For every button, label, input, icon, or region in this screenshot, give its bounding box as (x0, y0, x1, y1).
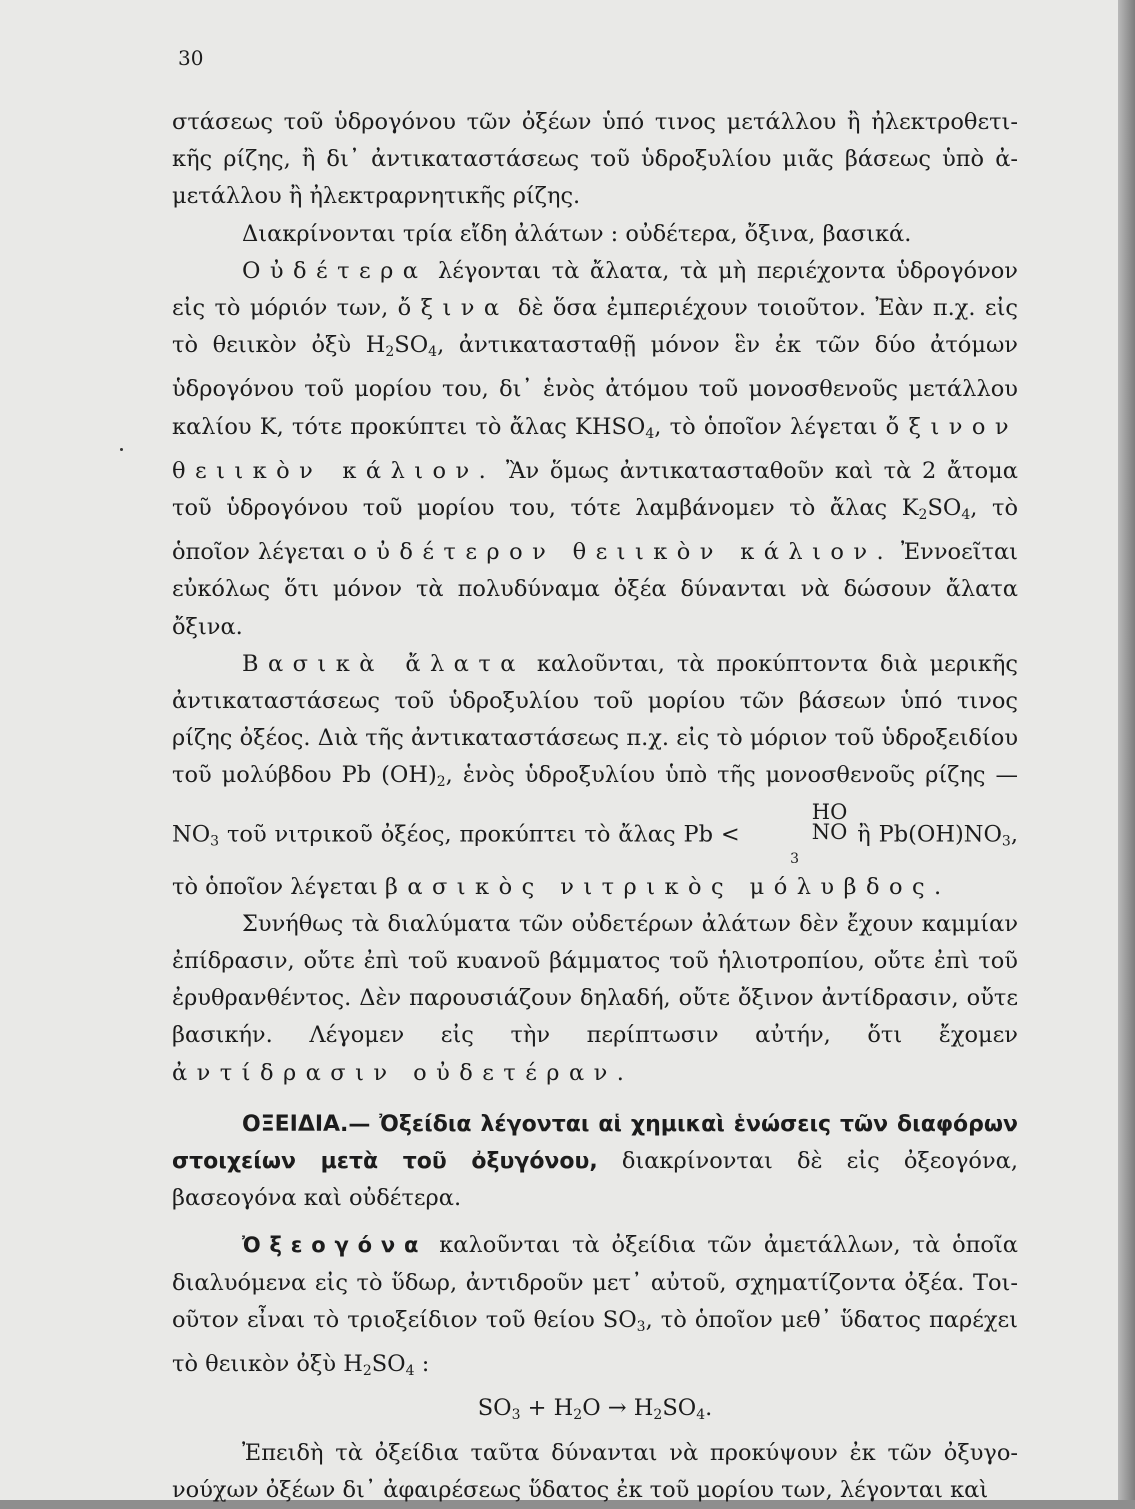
fraction-top: HO (811, 799, 848, 824)
spacer (172, 1217, 1018, 1227)
subscript: 4 (696, 1407, 706, 1424)
text-run: , ἀντικατασταθῇ μόνον ἓν ἐκ τῶν δύο ἀτόμων ὑδρογόνου τοῦ μορίου του, δι᾽ ἑνὸς ἀτόμου τοῦ μονοσθενοῦς μετάλλου καλίου K, τότε προκύπτει τὸ ἄλας KHSO (172, 332, 1018, 440)
subscript: 4 (961, 507, 971, 524)
page-edge-shadow (1118, 0, 1135, 1500)
paragraph-salt-definition-end: στάσεως τοῦ ὑδρογόνου τῶν ὀξέων ὑπό τινος μετάλλου ἢ ἠλεκτροθετικῆς ρίζης, ἢ δι᾽ ἀντικαταστάσεως τοῦ ὑδροξυλίου μιᾶς βάσεως ὑπὸ ἀμετάλλου ἢ ἠλεκτραρνητικῆς ρίζης. (172, 109, 1018, 210)
text-run: + H (520, 1395, 574, 1422)
text-run: , τὸ ὁποῖον λέγεται (172, 821, 1018, 900)
subscript: 3 (511, 1407, 521, 1424)
text-run: . (705, 1395, 713, 1422)
text-run: δὲ ὅσα ἐμπεριέχουν τοιοῦτον. Ἐὰν π.χ. εἰς τὸ θειικὸν ὀξὺ H (172, 295, 1019, 359)
body-text (172, 104, 1018, 1509)
subscript: 2 (918, 507, 928, 524)
text-run: Συνήθως τὰ διαλύματα τῶν οὐδετέρων ἀλάτων δὲν ἔχουν καμμίαν ἐπίδρασιν, οὔτε ἐπὶ τοῦ κυανοῦ βάμματος τοῦ ἡλιοτροπίου, οὔτε ἐπὶ τοῦ ἐρυθρανθέντος. Δὲν παρουσιάζουν δηλαδή, οὔτε ὄξινον ἀντίδρασιν, οὔτε βασικήν. Λέγομεν εἰς τὴν περίπτωσιν αὐτήν, ὅτι ἔχομεν (172, 910, 1018, 1049)
text-run: καλοῦνται, τὰ προκύπτοντα διὰ μερικῆς ἀντικαταστάσεως τοῦ ὑδροξυλίου τοῦ μορίου τῶν βάσεων ὑπό τινος ρίζης ὀξέος. Διὰ τῆς ἀντικαταστάσεως π.χ. εἰς τὸ μόριον τοῦ ὑδροξειδίου τοῦ μολύβδου Pb (OH) (172, 650, 1019, 789)
chemical-equation (172, 1390, 1018, 1434)
text-run: SO (394, 332, 429, 359)
paragraph-continuation: Ἐπειδὴ τὰ ὀξείδια ταῦτα δύνανται νὰ προκύψουν ἐκ τῶν ὀξυγονούχων ὀξέων δι᾽ ἀφαιρέσεως ὕδατος ἐκ τοῦ μορίου των, λέγονται καὶ (172, 1439, 1018, 1503)
subscript: 3 (1001, 833, 1011, 850)
paragraph-salt-types: Διακρίνονται τρία εἴδη ἀλάτων : οὐδέτερα, ὄξινα, βασικά. (242, 220, 912, 247)
text-run: SO (477, 1395, 512, 1422)
text-run: SO (927, 495, 962, 522)
text-run: τοῦ νιτρικοῦ ὀξέος, προκύπτει τὸ ἄλας Pb < (219, 821, 740, 848)
subscript: 2 (362, 1363, 372, 1380)
text-run: καλοῦνται τὰ ὀξείδια τῶν ἀμετάλλων, τὰ ὁποῖα διαλυόμενα εἰς τὸ ὕδωρ, ἀντιδροῦν μετ᾽ αὐτοῦ, σχηματίζοντα ὀξέα. Τοιοῦτον εἶναι τὸ τριοξείδιον τοῦ θείου SO (172, 1232, 1018, 1333)
subscript: 4 (428, 344, 438, 361)
spaced-term-neutral-reaction: ἀντίδρασιν οὐδετέραν. (172, 1059, 634, 1086)
subscript: 4 (645, 425, 655, 442)
text-run: διακρίνονται δὲ εἰς ὀξεογόνα, βασεογόνα καὶ οὐδέτερα. (172, 1148, 1018, 1212)
spaced-term-neutral-potassium-sulfate: οὐδέτερον θειικὸν κάλιον. (353, 539, 894, 566)
text-run: , τὸ ὁποῖον μεθ᾽ ὕδατος παρέχει τὸ θειικὸν ὀξὺ H (172, 1306, 1018, 1378)
oxides-heading: ΟΞΕΙΔΙΑ.— Ὀξείδια λέγονται αἱ χημικαὶ ἑνώσεις τῶν διαφόρων στοιχείων μετὰ τοῦ ὀξυγόνου, (172, 1111, 1018, 1175)
ink-speck (120, 448, 123, 451)
subscript: 2 (436, 774, 446, 791)
spaced-term-neutral: Οὐδέτερα (242, 257, 428, 284)
text-run: SO (371, 1351, 406, 1378)
text-run: SO (662, 1395, 697, 1422)
text-run: , τὸ ὁποῖον λέγεται (172, 495, 1018, 566)
text-run: Ἐννοεῖται εὐκόλως ὅτι μόνον τὰ πολυδύναμα ὀξέα δύνανται νὰ δώσουν ἄλατα ὄξινα. (172, 539, 1019, 640)
page-number: 30 (178, 46, 204, 70)
subscript: 2 (573, 1407, 583, 1424)
paragraph-neutral-reaction (172, 906, 1018, 1092)
paragraph-basic-salts (172, 646, 1018, 906)
subscript: 4 (405, 1363, 415, 1380)
formula-fraction (742, 799, 848, 869)
paragraph-acidic-oxides (172, 1227, 1018, 1390)
paragraph-neutral-acidic (172, 253, 1018, 646)
text-run: ἢ Pb(OH)NO (849, 821, 1002, 848)
subscript: 3 (210, 833, 220, 850)
spaced-term-acidic: ὄξινα (397, 295, 509, 322)
subscript: 3 (636, 1318, 646, 1335)
text-run: λέγονται τὰ ἄλατα, τὰ μὴ περιέχοντα ὑδρογόνον εἰς τὸ μόριόν των, (172, 257, 1018, 322)
text-run: , τὸ ὁποῖον λέγεται (654, 413, 886, 440)
subscript: 2 (653, 1407, 663, 1424)
subscript: 3 (790, 850, 799, 867)
text-run: : (414, 1351, 430, 1378)
spaced-term-basic-salts: Βασικὰ ἄλατα (242, 650, 525, 677)
spaced-term-acidic-oxides: Ὀξεογόνα (242, 1233, 428, 1258)
text-run: NO (811, 819, 848, 844)
spaced-term-basic-lead-nitrate: βασικὸς νιτρικὸς μόλυβδος. (384, 873, 951, 900)
spacer (172, 1092, 1018, 1106)
spaced-term-acid-potassium-sulfate: ὄξινον θειικὸν κάλιον. (172, 413, 1018, 484)
text-run: , ἑνὸς ὑδροξυλίου ὑπὸ τῆς μονοσθενοῦς ρίζης — NO (172, 762, 1018, 848)
text-run: O → H (582, 1395, 654, 1422)
paragraph-oxides (172, 1106, 1018, 1218)
text-run: Ἂν ὅμως ἀντικατασταθοῦν καὶ τὰ 2 ἄτομα τοῦ ὑδρογόνου τοῦ μορίου του, τότε λαμβάνομεν τὸ ἄλας K (172, 457, 1018, 522)
subscript: 2 (385, 344, 395, 361)
fraction-bottom (742, 819, 848, 869)
